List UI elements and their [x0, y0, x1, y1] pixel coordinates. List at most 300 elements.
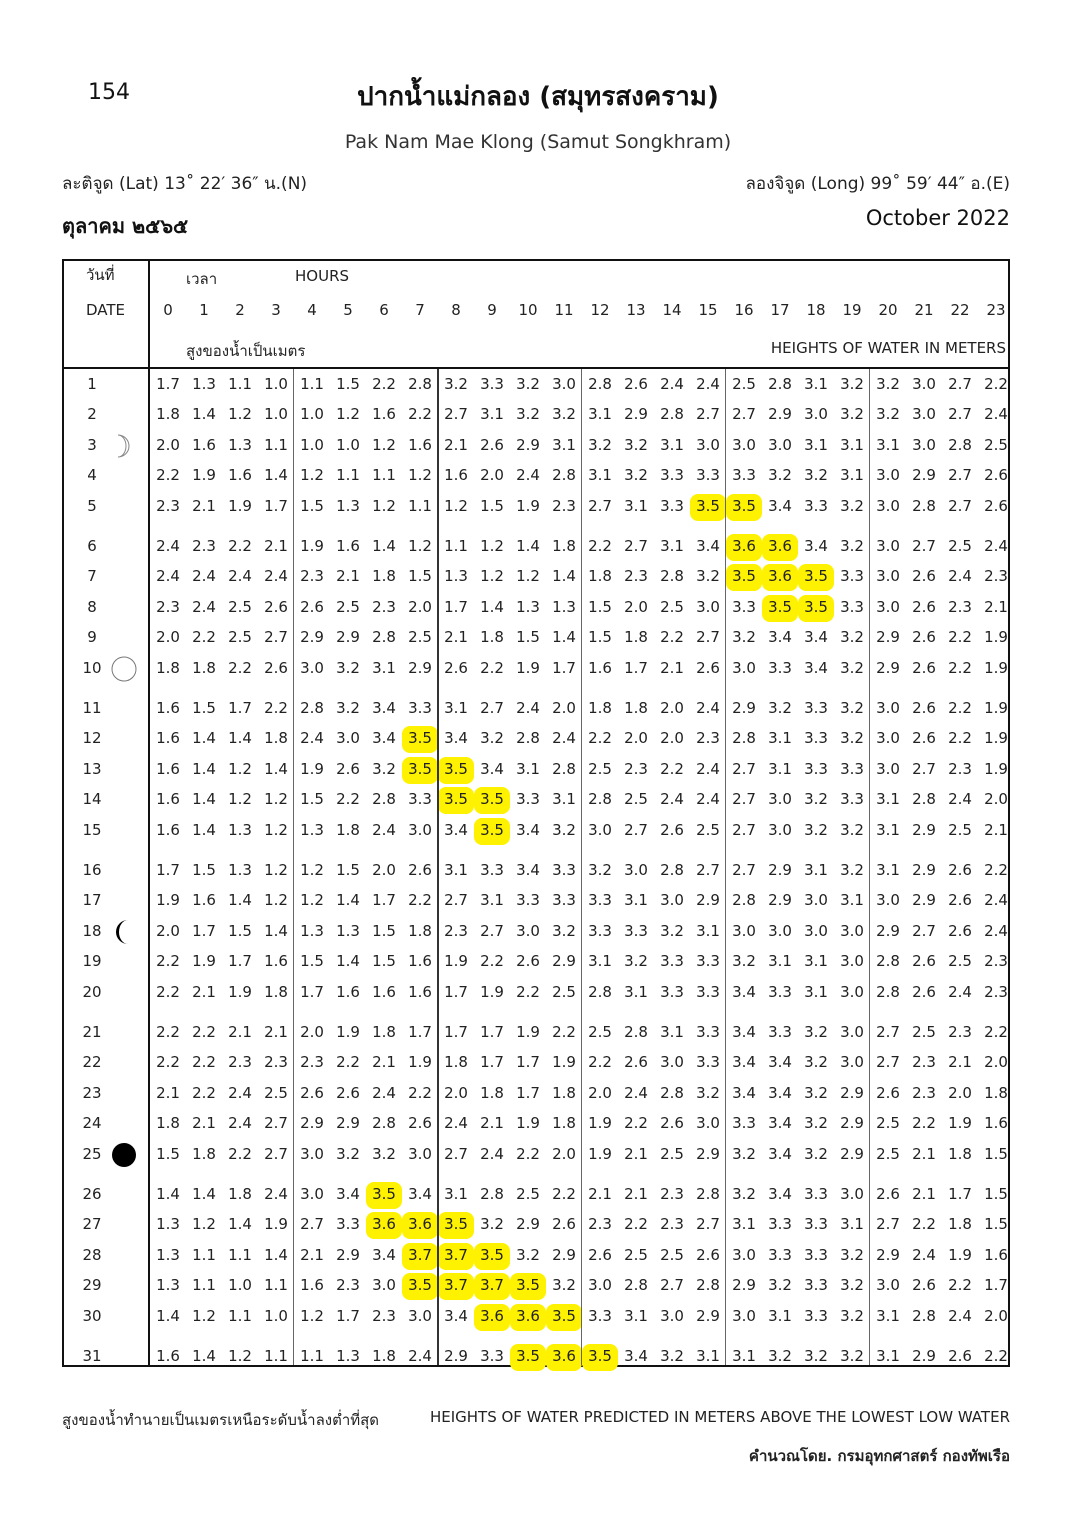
height-cell: 3.0 — [840, 982, 864, 1001]
height-cell: 3.2 — [840, 699, 864, 717]
height-cell: 3.1 — [732, 1215, 756, 1234]
height-cell: 3.3 — [768, 982, 792, 1001]
height-cell: 1.9 — [444, 952, 468, 971]
height-cell: 3.1 — [768, 759, 792, 778]
height-cell: 1.8 — [372, 1023, 396, 1041]
height-cell: 1.7 — [552, 658, 576, 677]
height-cell: 1.9 — [264, 1215, 288, 1234]
date-cell: 20 — [82, 982, 102, 1001]
height-cell: 2.5 — [336, 597, 360, 616]
height-cell: 2.6 — [948, 861, 972, 879]
height-cell: 2.4 — [984, 891, 1008, 910]
height-cell: 2.8 — [732, 729, 756, 748]
height-cell: 3.2 — [696, 567, 720, 586]
height-cell: 2.3 — [624, 567, 648, 586]
station-title-thai: ปากน้ำแม่กลอง (สมุทรสงคราม) — [357, 82, 719, 112]
height-cell: 2.2 — [984, 1023, 1008, 1041]
height-cell: 3.2 — [804, 790, 828, 809]
height-cell: 2.3 — [444, 921, 468, 940]
height-cell: 3.1 — [804, 952, 828, 971]
height-cell: 1.8 — [480, 628, 504, 647]
height-cell: 3.1 — [732, 1347, 756, 1365]
height-cell: 3.7 — [408, 1245, 432, 1264]
height-cell: 3.2 — [768, 1276, 792, 1295]
height-cell: 2.1 — [948, 1053, 972, 1072]
height-cell: 1.9 — [408, 1053, 432, 1072]
height-cell: 2.9 — [516, 1215, 540, 1234]
height-cell: 2.4 — [192, 597, 216, 616]
height-cell: 3.3 — [480, 1347, 504, 1365]
height-cell: 3.1 — [804, 435, 828, 454]
height-cell: 1.4 — [156, 1306, 180, 1325]
height-cell: 2.4 — [624, 1083, 648, 1102]
height-cell: 1.9 — [984, 658, 1008, 677]
height-cell: 3.1 — [552, 790, 576, 809]
height-cell: 1.8 — [444, 1053, 468, 1072]
hour-header: 13 — [626, 301, 646, 319]
height-cell: 1.9 — [948, 1114, 972, 1133]
height-cell: 3.2 — [840, 820, 864, 839]
height-cell: 1.6 — [156, 759, 180, 778]
height-cell: 2.5 — [660, 1144, 684, 1163]
height-cell: 1.8 — [372, 567, 396, 586]
hour-header: 16 — [734, 301, 754, 319]
month-thai: ตุลาคม ๒๕๖๕ — [62, 214, 189, 238]
hour-header: 20 — [878, 301, 898, 319]
height-cell: 2.6 — [912, 597, 936, 616]
height-cell: 2.2 — [156, 466, 180, 485]
height-cell: 3.3 — [768, 1023, 792, 1041]
height-cell: 3.3 — [732, 1114, 756, 1133]
hour-header: 6 — [379, 301, 389, 319]
height-cell: 2.5 — [228, 628, 252, 647]
height-cell: 2.4 — [300, 729, 324, 748]
height-cell: 2.7 — [696, 1215, 720, 1234]
height-cell: 2.0 — [408, 597, 432, 616]
height-cell: 1.7 — [336, 1306, 360, 1325]
date-cell: 21 — [82, 1023, 102, 1041]
height-cell: 1.4 — [192, 1185, 216, 1203]
height-cell: 3.3 — [660, 466, 684, 485]
height-cell: 1.3 — [552, 597, 576, 616]
height-cell: 2.6 — [444, 658, 468, 677]
height-cell: 3.2 — [768, 699, 792, 717]
height-cell: 2.0 — [480, 466, 504, 485]
height-cell: 3.3 — [732, 597, 756, 616]
height-cell: 1.0 — [300, 435, 324, 454]
height-cell: 3.0 — [660, 891, 684, 910]
height-cell: 1.8 — [192, 658, 216, 677]
height-cell: 2.5 — [660, 597, 684, 616]
height-cell: 3.3 — [732, 466, 756, 485]
height-cell: 1.1 — [408, 496, 432, 515]
height-cell: 2.7 — [912, 759, 936, 778]
footer-note-thai: สูงของน้ำทำนายเป็นเมตรเหนือระดับน้ำลงต่ำที่สุด — [62, 1411, 380, 1429]
height-cell: 2.8 — [876, 952, 900, 971]
height-cell: 1.5 — [984, 1185, 1008, 1203]
height-cell: 2.0 — [156, 628, 180, 647]
height-cell: 2.6 — [408, 1114, 432, 1133]
height-cell: 2.2 — [948, 658, 972, 677]
height-cell: 2.1 — [912, 1185, 936, 1203]
height-cell: 2.4 — [912, 1245, 936, 1264]
height-cell: 2.2 — [948, 1276, 972, 1295]
height-cell: 1.7 — [444, 597, 468, 616]
height-cell: 3.0 — [876, 496, 900, 515]
height-cell: 1.7 — [516, 1083, 540, 1102]
height-cell: 2.4 — [264, 567, 288, 586]
height-cell: 3.3 — [840, 567, 864, 586]
height-cell: 3.3 — [696, 1053, 720, 1072]
height-cell: 2.2 — [480, 952, 504, 971]
date-cell: 15 — [82, 820, 102, 839]
height-cell: 2.3 — [372, 1306, 396, 1325]
height-cell: 2.2 — [660, 759, 684, 778]
height-cell: 2.8 — [372, 790, 396, 809]
height-cell: 2.9 — [300, 628, 324, 647]
height-cell: 1.2 — [228, 759, 252, 778]
height-cell: 3.2 — [840, 405, 864, 424]
height-cell: 3.3 — [336, 1215, 360, 1234]
height-cell: 3.2 — [804, 1053, 828, 1072]
height-cell: 3.1 — [588, 952, 612, 971]
height-cell: 2.4 — [696, 790, 720, 809]
heights-header-english: HEIGHTS OF WATER IN METERS — [770, 339, 1006, 357]
height-cell: 2.3 — [912, 1053, 936, 1072]
height-cell: 2.1 — [912, 1144, 936, 1163]
height-cell: 2.2 — [228, 537, 252, 555]
height-cell: 1.1 — [372, 466, 396, 485]
height-cell: 2.3 — [984, 952, 1008, 971]
height-cell: 3.1 — [876, 861, 900, 879]
height-cell: 1.7 — [264, 496, 288, 515]
height-cell: 3.2 — [444, 375, 468, 393]
height-cell: 3.2 — [732, 1144, 756, 1163]
height-cell: 2.9 — [696, 1144, 720, 1163]
height-cell: 2.2 — [552, 1185, 576, 1203]
height-cell: 3.1 — [768, 952, 792, 971]
height-cell: 3.0 — [732, 921, 756, 940]
height-cell: 3.3 — [480, 861, 504, 879]
hour-header: 3 — [271, 301, 281, 319]
height-cell: 3.0 — [912, 405, 936, 424]
height-cell: 2.7 — [696, 405, 720, 424]
height-cell: 2.6 — [912, 567, 936, 586]
height-cell: 2.2 — [192, 628, 216, 647]
height-cell: 1.2 — [372, 435, 396, 454]
heights-header-thai: สูงของน้ำเป็นเมตร — [186, 342, 306, 360]
height-cell: 1.8 — [552, 537, 576, 555]
height-cell: 2.4 — [228, 1114, 252, 1133]
height-cell: 2.6 — [624, 1053, 648, 1072]
height-cell: 3.0 — [732, 435, 756, 454]
height-cell: 2.2 — [192, 1023, 216, 1041]
height-cell: 3.0 — [300, 1185, 324, 1203]
height-cell: 2.6 — [912, 1276, 936, 1295]
height-cell: 2.0 — [624, 597, 648, 616]
height-cell: 2.2 — [156, 1053, 180, 1072]
height-cell: 2.7 — [480, 699, 504, 717]
height-cell: 1.1 — [264, 1347, 288, 1365]
height-cell: 2.8 — [552, 466, 576, 485]
height-cell: 1.8 — [228, 1185, 252, 1203]
height-cell: 3.4 — [480, 759, 504, 778]
mid-divider — [437, 369, 439, 1365]
height-cell: 3.0 — [552, 375, 576, 393]
height-cell: 3.2 — [372, 1144, 396, 1163]
height-cell: 3.1 — [624, 1306, 648, 1325]
height-cell: 3.3 — [804, 729, 828, 748]
height-cell: 2.1 — [264, 1023, 288, 1041]
hour-header: 22 — [950, 301, 970, 319]
height-cell: 3.4 — [768, 496, 792, 515]
height-cell: 3.1 — [804, 375, 828, 393]
station-title-english: Pak Nam Mae Klong (Samut Songkhram) — [344, 131, 732, 153]
height-cell: 2.1 — [264, 537, 288, 555]
height-cell: 1.6 — [156, 790, 180, 809]
height-cell: 3.4 — [444, 729, 468, 748]
height-cell: 1.3 — [228, 435, 252, 454]
height-cell: 2.2 — [948, 628, 972, 647]
height-cell: 2.7 — [264, 1114, 288, 1133]
height-cell: 3.1 — [588, 405, 612, 424]
height-cell: 3.2 — [840, 1276, 864, 1295]
height-cell: 3.2 — [660, 921, 684, 940]
height-cell: 1.7 — [408, 1023, 432, 1041]
date-cell: 10 — [82, 658, 102, 677]
height-cell: 1.8 — [192, 1144, 216, 1163]
height-cell: 2.7 — [948, 466, 972, 485]
height-cell: 2.1 — [300, 1245, 324, 1264]
height-cell: 1.1 — [264, 435, 288, 454]
height-cell: 1.2 — [264, 861, 288, 879]
height-cell: 2.7 — [264, 1144, 288, 1163]
height-cell: 2.7 — [480, 921, 504, 940]
height-cell: 3.0 — [588, 1276, 612, 1295]
height-cell: 2.2 — [192, 1083, 216, 1102]
height-cell: 2.6 — [516, 952, 540, 971]
height-cell: 1.9 — [228, 982, 252, 1001]
hour-header: 0 — [163, 301, 173, 319]
height-cell: 3.5 — [444, 1215, 468, 1234]
height-cell: 2.9 — [732, 1276, 756, 1295]
height-cell: 2.2 — [912, 1215, 936, 1234]
height-cell: 1.6 — [156, 1347, 180, 1365]
height-cell: 1.2 — [264, 790, 288, 809]
height-cell: 2.4 — [516, 466, 540, 485]
height-cell: 3.5 — [480, 1245, 504, 1264]
height-cell: 2.2 — [588, 537, 612, 555]
height-cell: 1.8 — [588, 567, 612, 586]
height-cell: 1.3 — [300, 820, 324, 839]
height-cell: 3.6 — [408, 1215, 432, 1234]
height-cell: 1.8 — [552, 1083, 576, 1102]
height-cell: 3.2 — [660, 1347, 684, 1365]
height-cell: 2.0 — [948, 1083, 972, 1102]
height-cell: 3.0 — [912, 435, 936, 454]
height-cell: 2.4 — [552, 729, 576, 748]
height-cell: 1.8 — [624, 628, 648, 647]
height-cell: 3.5 — [444, 759, 468, 778]
height-cell: 3.2 — [552, 820, 576, 839]
height-cell: 2.7 — [444, 1144, 468, 1163]
height-cell: 2.6 — [876, 1083, 900, 1102]
height-cell: 1.7 — [228, 699, 252, 717]
height-cell: 1.1 — [264, 1276, 288, 1295]
height-cell: 3.0 — [732, 658, 756, 677]
height-cell: 3.1 — [696, 921, 720, 940]
height-cell: 3.1 — [372, 658, 396, 677]
height-cell: 2.8 — [948, 435, 972, 454]
height-cell: 3.2 — [552, 405, 576, 424]
height-cell: 2.0 — [660, 699, 684, 717]
height-cell: 3.3 — [624, 921, 648, 940]
height-cell: 2.4 — [660, 375, 684, 393]
height-cell: 2.6 — [408, 861, 432, 879]
height-cell: 2.3 — [696, 729, 720, 748]
height-cell: 2.6 — [984, 496, 1008, 515]
height-cell: 2.4 — [948, 790, 972, 809]
height-cell: 1.2 — [228, 1347, 252, 1365]
height-cell: 2.2 — [948, 729, 972, 748]
height-cell: 3.0 — [696, 597, 720, 616]
height-cell: 3.0 — [696, 435, 720, 454]
height-cell: 1.4 — [192, 759, 216, 778]
height-cell: 3.1 — [588, 466, 612, 485]
date-cell: 9 — [87, 628, 97, 647]
height-cell: 1.9 — [984, 628, 1008, 647]
height-cell: 3.4 — [768, 1185, 792, 1203]
height-cell: 1.4 — [156, 1185, 180, 1203]
height-cell: 3.0 — [876, 466, 900, 485]
height-cell: 3.0 — [732, 1306, 756, 1325]
height-cell: 3.2 — [804, 1144, 828, 1163]
height-cell: 3.3 — [696, 952, 720, 971]
height-cell: 1.9 — [588, 1144, 612, 1163]
height-cell: 2.1 — [372, 1053, 396, 1072]
height-cell: 1.3 — [156, 1215, 180, 1234]
height-cell: 1.9 — [516, 1114, 540, 1133]
height-cell: 3.2 — [840, 496, 864, 515]
height-cell: 3.2 — [840, 729, 864, 748]
date-cell: 26 — [82, 1185, 102, 1203]
height-cell: 1.8 — [408, 921, 432, 940]
height-cell: 2.8 — [876, 982, 900, 1001]
height-cell: 2.2 — [336, 1053, 360, 1072]
height-cell: 2.8 — [588, 982, 612, 1001]
height-cell: 1.3 — [192, 375, 216, 393]
date-cell: 24 — [82, 1114, 102, 1133]
height-cell: 3.6 — [372, 1215, 396, 1234]
last-quarter-icon — [110, 918, 138, 946]
height-cell: 2.9 — [408, 658, 432, 677]
height-cell: 1.4 — [516, 537, 540, 555]
height-cell: 3.4 — [444, 1306, 468, 1325]
height-cell: 3.6 — [480, 1306, 504, 1325]
height-cell: 2.2 — [984, 1347, 1008, 1365]
height-cell: 1.8 — [552, 1114, 576, 1133]
height-cell: 3.0 — [408, 1306, 432, 1325]
height-cell: 3.7 — [480, 1276, 504, 1295]
height-cell: 2.8 — [300, 699, 324, 717]
height-cell: 3.3 — [660, 982, 684, 1001]
height-cell: 2.3 — [372, 597, 396, 616]
height-cell: 1.0 — [264, 375, 288, 393]
height-cell: 3.3 — [804, 1245, 828, 1264]
height-cell: 2.9 — [840, 1114, 864, 1133]
height-cell: 2.9 — [876, 921, 900, 940]
height-cell: 2.6 — [264, 597, 288, 616]
height-cell: 2.4 — [984, 405, 1008, 424]
height-cell: 1.4 — [228, 891, 252, 910]
height-cell: 2.2 — [588, 1053, 612, 1072]
height-cell: 2.2 — [480, 658, 504, 677]
height-cell: 1.1 — [228, 375, 252, 393]
height-cell: 1.2 — [300, 861, 324, 879]
date-header-thai: วันที่ — [86, 266, 115, 284]
height-cell: 3.0 — [660, 1053, 684, 1072]
height-cell: 2.2 — [156, 982, 180, 1001]
height-cell: 1.5 — [516, 628, 540, 647]
height-cell: 1.2 — [228, 790, 252, 809]
height-cell: 3.4 — [336, 1185, 360, 1203]
height-cell: 1.4 — [228, 729, 252, 748]
height-cell: 2.3 — [300, 1053, 324, 1072]
height-cell: 3.2 — [552, 1276, 576, 1295]
height-cell: 3.2 — [624, 466, 648, 485]
height-cell: 2.4 — [948, 567, 972, 586]
height-cell: 2.8 — [588, 375, 612, 393]
height-cell: 2.4 — [192, 567, 216, 586]
height-cell: 2.2 — [192, 1053, 216, 1072]
height-cell: 2.2 — [408, 891, 432, 910]
height-cell: 3.5 — [768, 597, 792, 616]
height-cell: 3.0 — [876, 729, 900, 748]
height-cell: 3.3 — [588, 891, 612, 910]
height-cell: 1.9 — [516, 658, 540, 677]
height-cell: 2.7 — [912, 537, 936, 555]
height-cell: 3.1 — [624, 891, 648, 910]
waxing-crescent-icon — [110, 432, 138, 460]
height-cell: 1.4 — [264, 1245, 288, 1264]
height-cell: 1.9 — [300, 759, 324, 778]
height-cell: 3.0 — [408, 820, 432, 839]
date-cell: 19 — [82, 952, 102, 971]
date-cell: 23 — [82, 1083, 102, 1102]
height-cell: 3.3 — [516, 790, 540, 809]
height-cell: 3.2 — [804, 1114, 828, 1133]
height-cell: 2.5 — [624, 790, 648, 809]
hour-group-divider — [869, 369, 870, 1365]
height-cell: 1.1 — [300, 1347, 324, 1365]
height-cell: 1.2 — [228, 405, 252, 424]
date-cell: 14 — [82, 790, 102, 809]
date-cell: 1 — [87, 375, 97, 393]
height-cell: 3.0 — [876, 537, 900, 555]
height-cell: 3.1 — [876, 435, 900, 454]
height-cell: 1.0 — [228, 1276, 252, 1295]
height-cell: 3.4 — [804, 628, 828, 647]
height-cell: 3.2 — [840, 628, 864, 647]
hour-header: 14 — [662, 301, 682, 319]
height-cell: 3.4 — [372, 1245, 396, 1264]
height-cell: 1.7 — [192, 921, 216, 940]
height-cell: 3.2 — [768, 466, 792, 485]
height-cell: 1.6 — [300, 1276, 324, 1295]
height-cell: 2.1 — [444, 435, 468, 454]
height-cell: 1.9 — [984, 729, 1008, 748]
height-cell: 2.7 — [264, 628, 288, 647]
